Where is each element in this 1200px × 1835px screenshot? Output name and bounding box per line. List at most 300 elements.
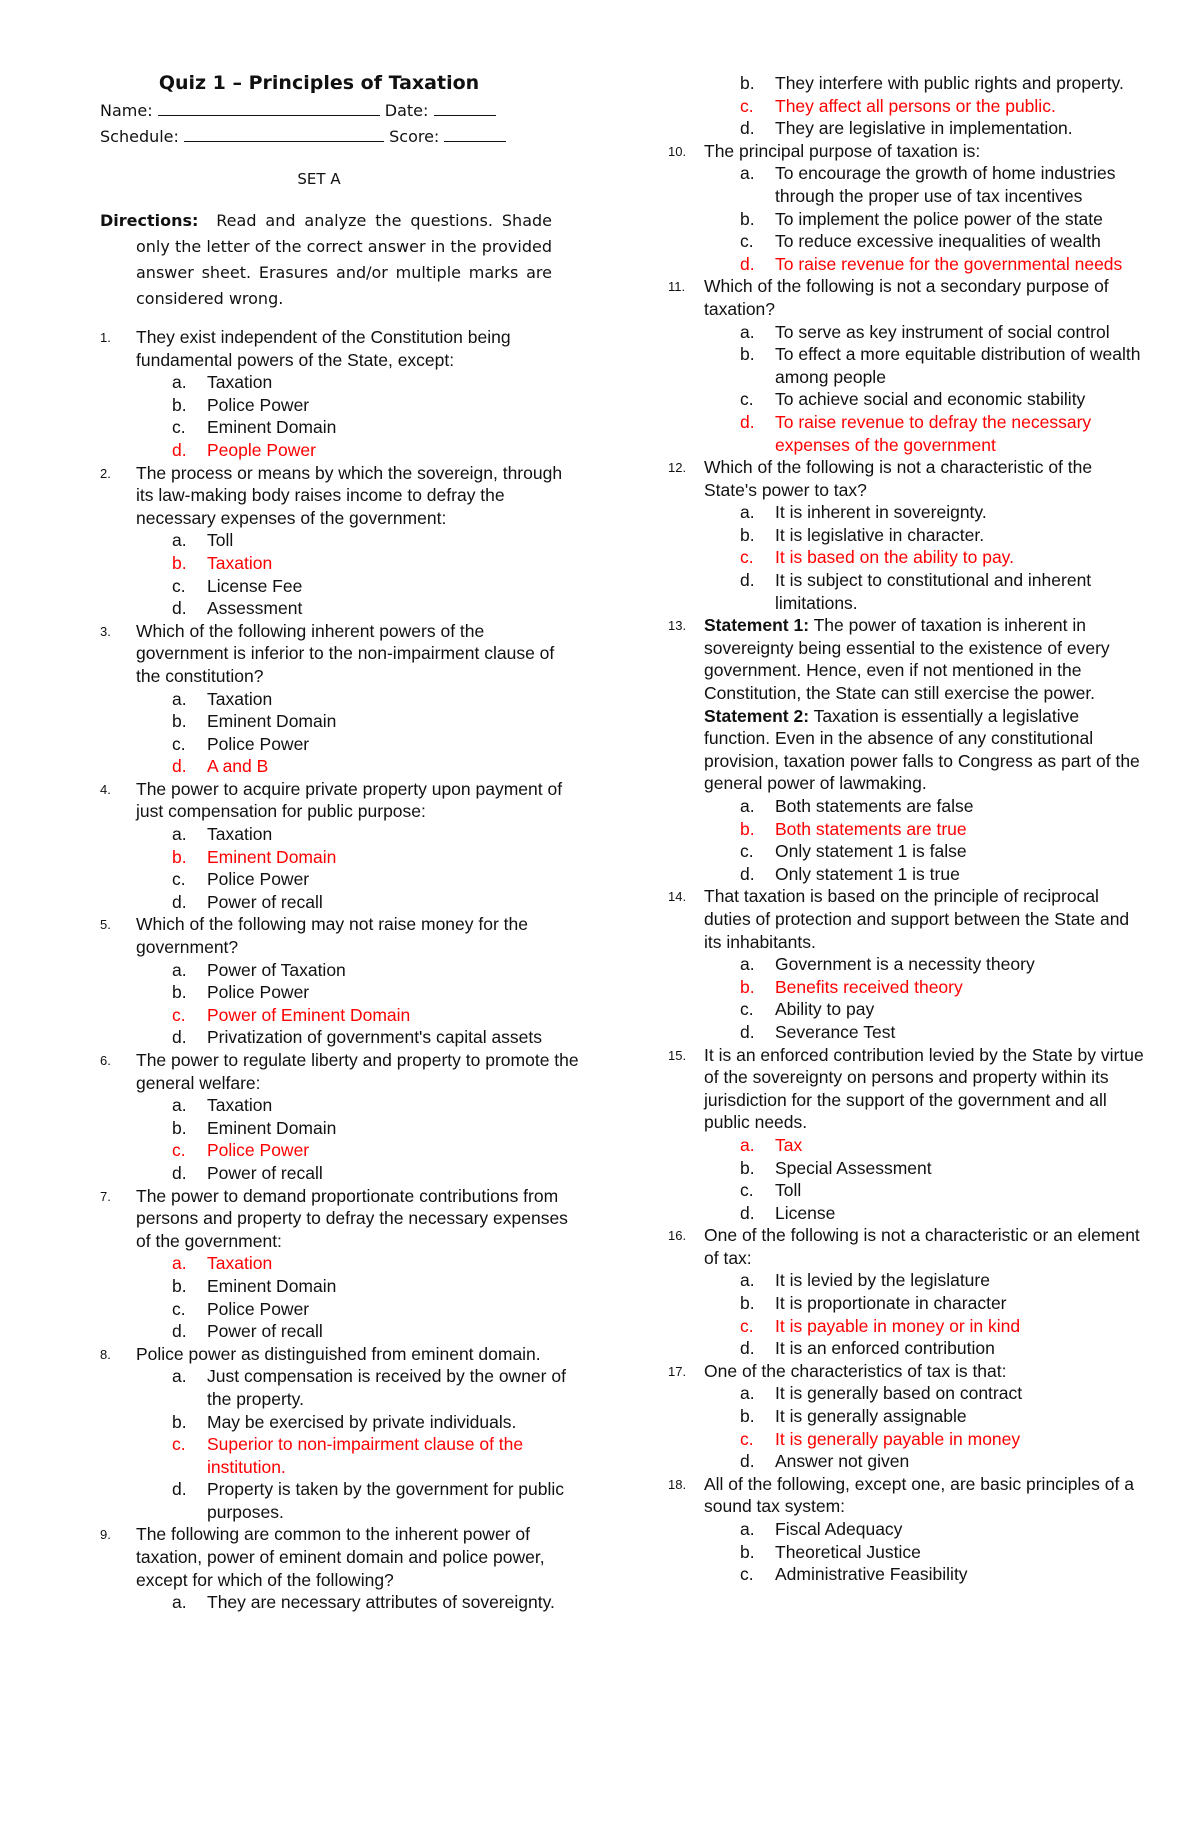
- option-letter: b.: [740, 1406, 755, 1427]
- answer-option[interactable]: [136, 823, 580, 846]
- question-number: 1.: [100, 330, 111, 345]
- question-item: [668, 140, 1148, 276]
- option-text: License: [775, 1202, 836, 1223]
- question-number: 16.: [668, 1228, 687, 1244]
- option-letter: c.: [740, 389, 754, 410]
- option-text: Toll: [207, 530, 234, 551]
- option-list: [136, 1365, 580, 1523]
- option-text: It is payable in money or in kind: [775, 1315, 1021, 1336]
- option-text: Benefits received theory: [775, 976, 963, 997]
- option-letter: c.: [740, 95, 754, 116]
- option-text: Police Power: [207, 394, 310, 415]
- option-letter: d.: [740, 863, 755, 884]
- option-text: To raise revenue for the governmental needs: [775, 253, 1123, 274]
- option-list: [136, 1591, 580, 1614]
- question-number: 11.: [668, 279, 686, 295]
- answer-option[interactable]: [704, 1518, 1148, 1541]
- answer-option[interactable]: [704, 1202, 1148, 1225]
- directions-label: Directions:: [100, 211, 199, 230]
- option-text: To serve as key instrument of social control: [775, 321, 1110, 342]
- option-letter: a.: [740, 1519, 755, 1539]
- answer-option[interactable]: [704, 976, 1148, 999]
- option-text: Power of recall: [207, 1321, 323, 1342]
- option-text: To encourage the growth of home industries through the proper use of tax incentives: [775, 163, 1116, 206]
- option-letter: a.: [740, 1134, 755, 1155]
- option-letter: b.: [172, 552, 187, 573]
- option-text: Taxation: [207, 824, 273, 845]
- answer-option[interactable]: [136, 416, 580, 439]
- option-text: Both statements are true: [775, 818, 967, 839]
- option-letter: b.: [740, 1293, 755, 1314]
- option-letter: c.: [172, 1298, 186, 1319]
- schedule-field[interactable]: [184, 127, 384, 142]
- answer-option[interactable]: [136, 1117, 580, 1140]
- option-letter: c.: [740, 547, 754, 568]
- option-list: [704, 953, 1148, 1043]
- option-letter: b.: [740, 1541, 755, 1562]
- option-text: Police Power: [207, 982, 310, 1003]
- option-letter: b.: [740, 208, 755, 229]
- question-stem: The power to acquire private property upon payment of just compensation for public purpose:: [136, 778, 563, 822]
- answer-option[interactable]: [136, 1591, 580, 1614]
- answer-option[interactable]: [136, 1433, 580, 1478]
- option-letter: a.: [740, 796, 755, 816]
- option-letter: b.: [172, 711, 187, 732]
- answer-option[interactable]: [136, 891, 580, 914]
- question-stem: The power to regulate liberty and property to promote the general welfare:: [136, 1050, 579, 1093]
- option-list: [136, 823, 580, 913]
- option-letter: a.: [172, 1592, 187, 1613]
- option-letter: c.: [172, 575, 186, 596]
- option-text: Just compensation is received by the owner of the property.: [207, 1366, 566, 1409]
- question-item: [668, 1224, 1148, 1360]
- answer-option[interactable]: [704, 569, 1148, 614]
- directions: [100, 208, 552, 312]
- option-text: People Power: [207, 439, 316, 460]
- answer-option[interactable]: [136, 1320, 580, 1343]
- answer-option[interactable]: [136, 597, 580, 620]
- answer-option[interactable]: [704, 1428, 1148, 1451]
- answer-option[interactable]: [704, 1405, 1148, 1428]
- answer-option[interactable]: [136, 1411, 580, 1434]
- option-text: Eminent Domain: [207, 417, 337, 438]
- answer-option[interactable]: [136, 575, 580, 598]
- option-text: Police Power: [207, 1140, 310, 1161]
- answer-option[interactable]: [704, 1315, 1148, 1338]
- option-letter: c.: [740, 231, 754, 252]
- question-number: 2.: [100, 465, 111, 481]
- option-letter: a.: [172, 1095, 187, 1116]
- question-stem: Police power as distinguished from eminent domain.: [136, 1343, 541, 1364]
- option-letter: a.: [172, 1366, 187, 1387]
- question-stem: The following are common to the inherent power of taxation, power of eminent domain and police power, except for which of the following?: [136, 1524, 545, 1590]
- option-text: Police Power: [207, 1298, 310, 1319]
- question-item: [100, 1049, 580, 1185]
- answer-option[interactable]: [704, 1157, 1148, 1180]
- option-letter: d.: [172, 1479, 187, 1500]
- question-item: [668, 1360, 1148, 1473]
- option-text: They affect all persons or the public.: [775, 95, 1056, 116]
- score-label: Score:: [389, 127, 440, 146]
- question-number: 14.: [668, 889, 687, 905]
- answer-option[interactable]: [704, 1541, 1148, 1564]
- score-field[interactable]: [444, 127, 506, 142]
- option-letter: c.: [740, 841, 754, 862]
- answer-option[interactable]: [136, 868, 580, 891]
- question-item: [668, 614, 1148, 885]
- answer-option[interactable]: [136, 1026, 580, 1049]
- answer-option[interactable]: [136, 710, 580, 733]
- option-text: Power of Eminent Domain: [207, 1004, 411, 1025]
- option-text: Superior to non-impairment clause of the institution.: [207, 1434, 524, 1477]
- answer-option[interactable]: [136, 1004, 580, 1027]
- page-title: Quiz 1 – Principles of Taxation: [158, 72, 480, 94]
- option-letter: d.: [172, 756, 187, 777]
- option-text: It is proportionate in character: [775, 1293, 1007, 1314]
- option-letter: c.: [740, 1428, 754, 1449]
- question-item: [100, 778, 580, 914]
- option-text: To raise revenue to defray the necessary expenses of the government: [775, 411, 1092, 455]
- option-list: [704, 1518, 1148, 1586]
- option-text: Property is taken by the government for public purposes.: [207, 1479, 564, 1522]
- answer-option[interactable]: [136, 552, 580, 575]
- option-text: Taxation: [207, 688, 273, 709]
- answer-option[interactable]: [704, 162, 1148, 207]
- option-letter: c.: [172, 1434, 186, 1455]
- directions-text: Read and analyze the questions. Shade only the letter of the correct answer in the provided answer sheet. Erasures and/or multiple marks are considered wrong.: [136, 211, 553, 308]
- option-letter: d.: [172, 598, 187, 619]
- answer-option[interactable]: [136, 394, 580, 417]
- answer-option[interactable]: [136, 529, 580, 552]
- option-text: They are necessary attributes of sovereignty.: [207, 1592, 555, 1613]
- option-list: [136, 1252, 580, 1342]
- name-date-row: [100, 98, 580, 124]
- question-number: 6.: [100, 1053, 111, 1068]
- option-text: Taxation: [207, 372, 273, 393]
- answer-option[interactable]: [136, 1139, 580, 1162]
- quiz-header: [100, 72, 580, 312]
- answer-option[interactable]: [704, 95, 1148, 118]
- option-letter: b.: [172, 394, 187, 415]
- option-letter: c.: [172, 869, 186, 890]
- answer-option[interactable]: [704, 321, 1148, 344]
- question-number: 12.: [668, 460, 687, 476]
- option-letter: d.: [740, 1338, 755, 1359]
- option-letter: b.: [172, 982, 187, 1003]
- option-text: Power of Taxation: [207, 959, 346, 980]
- answer-option[interactable]: [704, 1179, 1148, 1202]
- statement-1-label: Statement 1:: [704, 615, 810, 636]
- option-text: A and B: [207, 756, 269, 777]
- answer-option[interactable]: [704, 998, 1148, 1021]
- option-text: Only statement 1 is true: [775, 863, 960, 884]
- option-letter: a.: [740, 163, 755, 184]
- option-text: They are legislative in implementation.: [775, 118, 1073, 139]
- answer-option[interactable]: [704, 388, 1148, 411]
- option-text: Answer not given: [775, 1451, 910, 1472]
- option-text: Administrative Feasibility: [775, 1564, 968, 1585]
- option-letter: c.: [172, 1004, 186, 1025]
- answer-option[interactable]: [704, 1269, 1148, 1292]
- option-letter: d.: [740, 570, 755, 591]
- right-column: [668, 0, 1148, 1586]
- option-text: To effect a more equitable distribution of wealth among people: [775, 344, 1141, 387]
- answer-option[interactable]: [704, 253, 1148, 276]
- option-letter: c.: [172, 417, 186, 438]
- answer-option[interactable]: [136, 1252, 580, 1275]
- option-letter: a.: [172, 530, 187, 551]
- question-stem: They exist independent of the Constitution being fundamental powers of the State, except:: [136, 327, 511, 370]
- option-text: Power of recall: [207, 1162, 323, 1183]
- answer-option[interactable]: [136, 1478, 580, 1523]
- question-number: 13.: [668, 618, 687, 634]
- option-text: Taxation: [207, 1095, 273, 1116]
- answer-option[interactable]: [704, 524, 1148, 547]
- statement-2-label: Statement 2:: [704, 705, 810, 726]
- option-letter: d.: [740, 1202, 755, 1223]
- question-number: 18.: [668, 1476, 687, 1492]
- option-letter: c.: [740, 1315, 754, 1336]
- option-letter: a.: [740, 1270, 755, 1291]
- option-letter: b.: [172, 1275, 187, 1296]
- question-stem: The process or means by which the sovereign, through its law-making body raises income to defray the necessary expenses of the government:: [136, 462, 563, 528]
- option-text: It is levied by the legislature: [775, 1270, 990, 1291]
- option-letter: d.: [740, 118, 755, 139]
- option-text: May be exercised by private individuals.: [207, 1411, 517, 1432]
- option-list: [704, 501, 1148, 614]
- answer-option[interactable]: [136, 755, 580, 778]
- answer-option[interactable]: [136, 1365, 580, 1410]
- question-item: [100, 620, 580, 778]
- schedule-label: Schedule:: [100, 127, 179, 146]
- option-text: They interfere with public rights and property.: [775, 73, 1124, 93]
- question-stem: Which of the following is not a secondary purpose of taxation?: [704, 276, 1109, 319]
- answer-option[interactable]: [136, 981, 580, 1004]
- option-text: Assessment: [207, 598, 303, 619]
- question-stem: Which of the following may not raise money for the government?: [136, 914, 528, 958]
- question-item: [100, 913, 580, 1049]
- answer-option[interactable]: [704, 1292, 1148, 1315]
- answer-option[interactable]: [136, 1162, 580, 1185]
- answer-option[interactable]: [136, 846, 580, 869]
- answer-option[interactable]: [704, 840, 1148, 863]
- question-stem: All of the following, except one, are basic principles of a sound tax system:: [704, 1473, 1134, 1517]
- option-list: [704, 321, 1148, 457]
- option-text: It is generally based on contract: [775, 1383, 1023, 1404]
- answer-option[interactable]: [704, 230, 1148, 253]
- answer-option[interactable]: [136, 371, 580, 394]
- answer-option[interactable]: [704, 208, 1148, 231]
- question-item: [668, 1044, 1148, 1225]
- option-text: Ability to pay: [775, 999, 875, 1020]
- option-text: To achieve social and economic stability: [775, 389, 1086, 410]
- answer-option[interactable]: [704, 953, 1148, 976]
- option-letter: b.: [740, 818, 755, 839]
- set-label: SET A: [297, 170, 341, 188]
- option-text: It is generally payable in money: [775, 1428, 1021, 1449]
- question-number: 8.: [100, 1346, 111, 1362]
- option-letter: d.: [740, 1021, 755, 1042]
- option-text: Toll: [775, 1180, 802, 1201]
- date-label: Date:: [384, 101, 429, 120]
- question-item: [668, 456, 1148, 614]
- answer-option[interactable]: [704, 546, 1148, 569]
- question-item: [668, 1473, 1148, 1586]
- answer-option[interactable]: [704, 1382, 1148, 1405]
- option-letter: a.: [172, 1253, 187, 1274]
- option-letter: b.: [172, 1117, 187, 1138]
- option-letter: a.: [172, 959, 187, 980]
- answer-option[interactable]: [136, 439, 580, 462]
- option-list: [136, 529, 580, 619]
- option-letter: c.: [740, 999, 754, 1020]
- option-letter: d.: [740, 411, 755, 432]
- schedule-score-row: [100, 124, 580, 150]
- option-letter: a.: [172, 372, 187, 393]
- option-text: To implement the police power of the state: [775, 208, 1103, 229]
- option-list: [136, 371, 580, 461]
- option-letter: b.: [172, 1411, 187, 1432]
- option-text: It is legislative in character.: [775, 524, 985, 545]
- option-letter: c.: [740, 1564, 754, 1585]
- option-text: License Fee: [207, 575, 303, 596]
- statement-1-text: The power of taxation is inherent in sovereignty being essential to the existence of every government. Hence, even if not mentioned in the Constitution, the State can still exercise the power.: [704, 615, 1110, 704]
- question-list-right: [668, 72, 1148, 1586]
- option-letter: c.: [740, 1180, 754, 1201]
- answer-option[interactable]: [704, 72, 1148, 95]
- question-number: 5.: [100, 917, 111, 933]
- option-letter: a.: [740, 954, 755, 975]
- option-text: Privatization of government's capital assets: [207, 1027, 543, 1048]
- question-item: [668, 72, 1148, 140]
- option-letter: d.: [172, 1162, 187, 1183]
- option-text: Only statement 1 is false: [775, 841, 967, 862]
- option-list: [136, 688, 580, 778]
- option-text: Taxation: [207, 552, 273, 573]
- option-text: Eminent Domain: [207, 1117, 337, 1138]
- answer-option[interactable]: [136, 733, 580, 756]
- option-text: It is inherent in sovereignty.: [775, 502, 987, 523]
- option-letter: d.: [172, 439, 187, 460]
- answer-option[interactable]: [704, 863, 1148, 886]
- answer-option[interactable]: [704, 1021, 1148, 1044]
- option-text: It is subject to constitutional and inherent limitations.: [775, 570, 1092, 613]
- answer-option[interactable]: [704, 117, 1148, 140]
- answer-option[interactable]: [704, 343, 1148, 388]
- answer-option[interactable]: [136, 1094, 580, 1117]
- option-letter: b.: [740, 344, 755, 365]
- option-letter: a.: [740, 321, 755, 342]
- question-stem: That taxation is based on the principle of reciprocal duties of protection and support between the State and its inhabitants.: [704, 886, 1130, 952]
- answer-option[interactable]: [136, 959, 580, 982]
- answer-option[interactable]: [704, 818, 1148, 841]
- option-list: [704, 1134, 1148, 1224]
- answer-option[interactable]: [704, 411, 1148, 456]
- answer-option[interactable]: [704, 501, 1148, 524]
- statement-1: [704, 614, 1148, 704]
- option-text: Eminent Domain: [207, 711, 337, 732]
- question-stem: One of the following is not a characteristic or an element of tax:: [704, 1225, 1140, 1268]
- answer-option[interactable]: [704, 1337, 1148, 1360]
- question-number: 17.: [668, 1363, 687, 1379]
- option-text: Tax: [775, 1134, 803, 1155]
- question-list-left: [100, 326, 580, 1614]
- question-number: 7.: [100, 1188, 111, 1204]
- question-number: 9.: [100, 1527, 111, 1543]
- option-text: It is based on the ability to pay.: [775, 547, 1014, 568]
- question-stem: It is an enforced contribution levied by the State by virtue of the sovereignty on persons and property within its jurisdiction for the support of the government and all public needs.: [704, 1044, 1144, 1133]
- option-text: Fiscal Adequacy: [775, 1519, 903, 1539]
- option-text: Taxation: [207, 1253, 273, 1274]
- option-list: [704, 795, 1148, 885]
- option-letter: c.: [172, 733, 186, 754]
- option-text: Police Power: [207, 869, 310, 890]
- question-item: [668, 885, 1148, 1043]
- question-stem: The principal purpose of taxation is:: [704, 140, 981, 161]
- question-item: [100, 462, 580, 620]
- option-text: Eminent Domain: [207, 846, 337, 867]
- answer-option[interactable]: [136, 1298, 580, 1321]
- date-field[interactable]: [434, 101, 496, 116]
- statement-2-text: Taxation is essentially a legislative function. Even in the absence of any constitutional provision, taxation power falls to Congress as part of the general power of lawmaking.: [704, 705, 1140, 794]
- option-letter: a.: [172, 688, 187, 709]
- answer-option[interactable]: [136, 688, 580, 711]
- question-stem: Which of the following inherent powers of the government is inferior to the non-impairment clause of the constitution?: [136, 620, 555, 686]
- option-list: [136, 1094, 580, 1184]
- option-text: Both statements are false: [775, 796, 974, 816]
- option-list: [704, 162, 1148, 275]
- statement-2: [704, 705, 1148, 795]
- option-letter: b.: [740, 976, 755, 997]
- option-text: Government is a necessity theory: [775, 954, 1035, 975]
- option-text: Severance Test: [775, 1021, 896, 1042]
- option-letter: d.: [172, 1321, 187, 1342]
- question-item: [100, 326, 580, 462]
- option-text: It is an enforced contribution: [775, 1338, 995, 1359]
- question-item: [100, 1523, 580, 1613]
- option-letter: b.: [740, 1157, 755, 1178]
- question-stem: One of the characteristics of tax is that:: [704, 1360, 1007, 1381]
- option-list: [704, 1382, 1148, 1472]
- question-number: 10.: [668, 143, 687, 159]
- question-number: 15.: [668, 1047, 687, 1063]
- option-text: Police Power: [207, 733, 310, 754]
- option-letter: d.: [172, 891, 187, 912]
- option-letter: a.: [740, 1383, 755, 1404]
- answer-option[interactable]: [136, 1275, 580, 1298]
- answer-option[interactable]: [704, 1450, 1148, 1473]
- answer-option[interactable]: [704, 1134, 1148, 1157]
- question-item: [668, 275, 1148, 456]
- option-list: [136, 959, 580, 1049]
- option-letter: b.: [172, 846, 187, 867]
- question-stem: The power to demand proportionate contributions from persons and property to defray the necessary expenses of the government:: [136, 1185, 568, 1251]
- option-text: Special Assessment: [775, 1157, 932, 1178]
- answer-option[interactable]: [704, 1563, 1148, 1586]
- left-column: [100, 0, 580, 1614]
- question-number: 4.: [100, 781, 111, 797]
- name-field[interactable]: [158, 101, 380, 116]
- option-letter: b.: [740, 524, 755, 545]
- option-text: Eminent Domain: [207, 1275, 337, 1296]
- option-text: To reduce excessive inequalities of wealth: [775, 231, 1101, 252]
- option-letter: d.: [740, 253, 755, 274]
- answer-option[interactable]: [704, 795, 1148, 818]
- name-label: Name:: [100, 101, 153, 120]
- option-letter: a.: [740, 502, 755, 523]
- option-letter: d.: [172, 1027, 187, 1048]
- option-text: Power of recall: [207, 891, 323, 912]
